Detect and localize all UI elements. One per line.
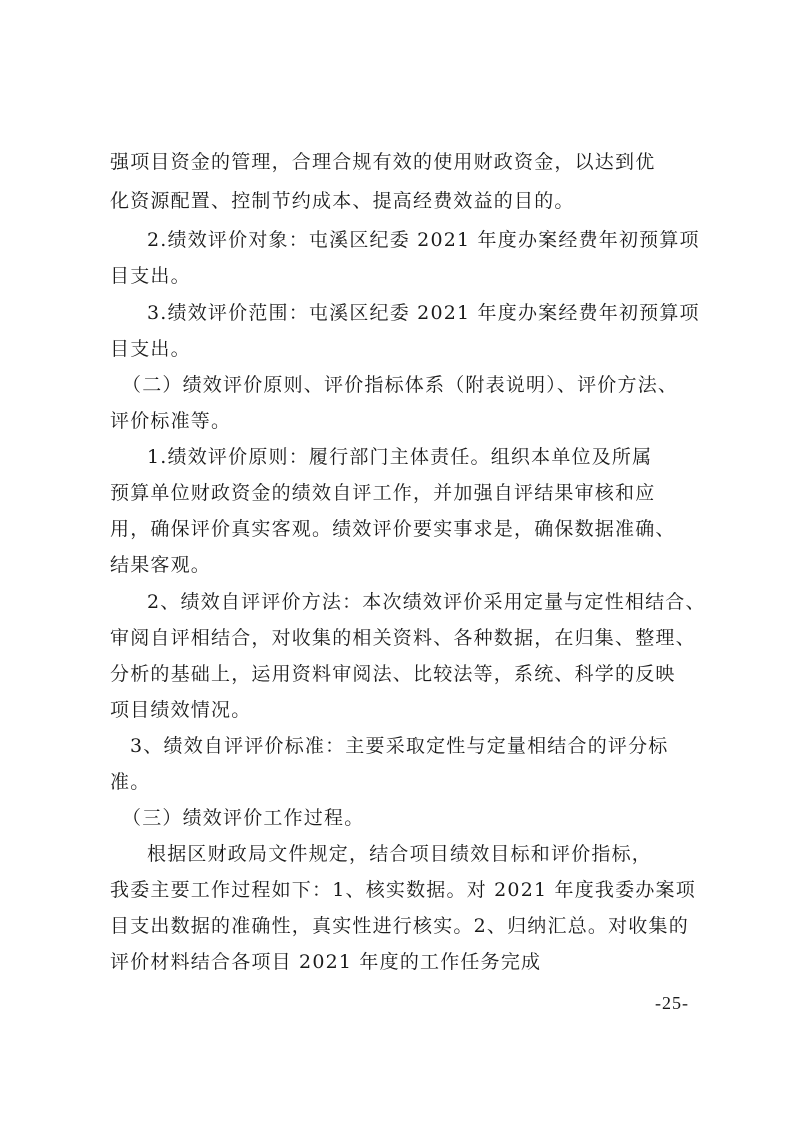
text-line: 项目绩效情况。 bbox=[110, 699, 252, 721]
text-line: 评价标准等。 bbox=[110, 410, 232, 432]
text-line: 分析的基础上，运用资料审阅法、比较法等，系统、科学的反映 bbox=[110, 663, 676, 685]
page-number: -25- bbox=[655, 993, 689, 1013]
text-line: 根据区财政局文件规定，结合项目绩效目标和评价指标， bbox=[147, 843, 653, 865]
text-line: 审阅自评相结合，对收集的相关资料、各种数据，在归集、整理、 bbox=[110, 627, 696, 649]
text-line: 我委主要工作过程如下：1、核实数据。对 2021 年度我委办案项 bbox=[110, 879, 696, 901]
text-line: 目支出。 bbox=[110, 265, 191, 287]
text-line: 目支出数据的准确性，真实性进行核实。2、归纳汇总。对收集的 bbox=[110, 915, 689, 937]
text-line: 化资源配置、控制节约成本、提高经费效益的目的。 bbox=[110, 190, 575, 212]
section-heading: （三）绩效评价工作过程。 bbox=[122, 807, 365, 829]
text-line: 1.绩效评价原则：履行部门主体责任。组织本单位及所属 bbox=[147, 446, 653, 468]
text-line: 强项目资金的管理，合理合规有效的使用财政资金，以达到优 bbox=[110, 151, 656, 173]
text-line: 结果客观。 bbox=[110, 554, 212, 576]
section-heading: （二）绩效评价原则、评价指标体系（附表说明）、评价方法、 bbox=[122, 374, 679, 396]
text-line: 3.绩效评价范围：屯溪区纪委 2021 年度办案经费年初预算项 bbox=[147, 302, 700, 324]
text-line: 2、绩效自评评价方法：本次绩效评价采用定量与定性相结合、 bbox=[147, 591, 706, 613]
text-line: 3、绩效自评评价标准：主要采取定性与定量相结合的评分标 bbox=[130, 735, 669, 757]
text-line: 2.绩效评价对象：屯溪区纪委 2021 年度办案经费年初预算项 bbox=[147, 229, 700, 251]
text-line: 预算单位财政资金的绩效自评工作，并加强自评结果审核和应 bbox=[110, 482, 656, 504]
text-line: 目支出。 bbox=[110, 338, 191, 360]
text-line: 用，确保评价真实客观。绩效评价要实事求是，确保数据准确、 bbox=[110, 518, 676, 540]
text-line: 评价材料结合各项目 2021 年度的工作任务完成 bbox=[110, 951, 542, 973]
text-line: 准。 bbox=[110, 771, 151, 793]
